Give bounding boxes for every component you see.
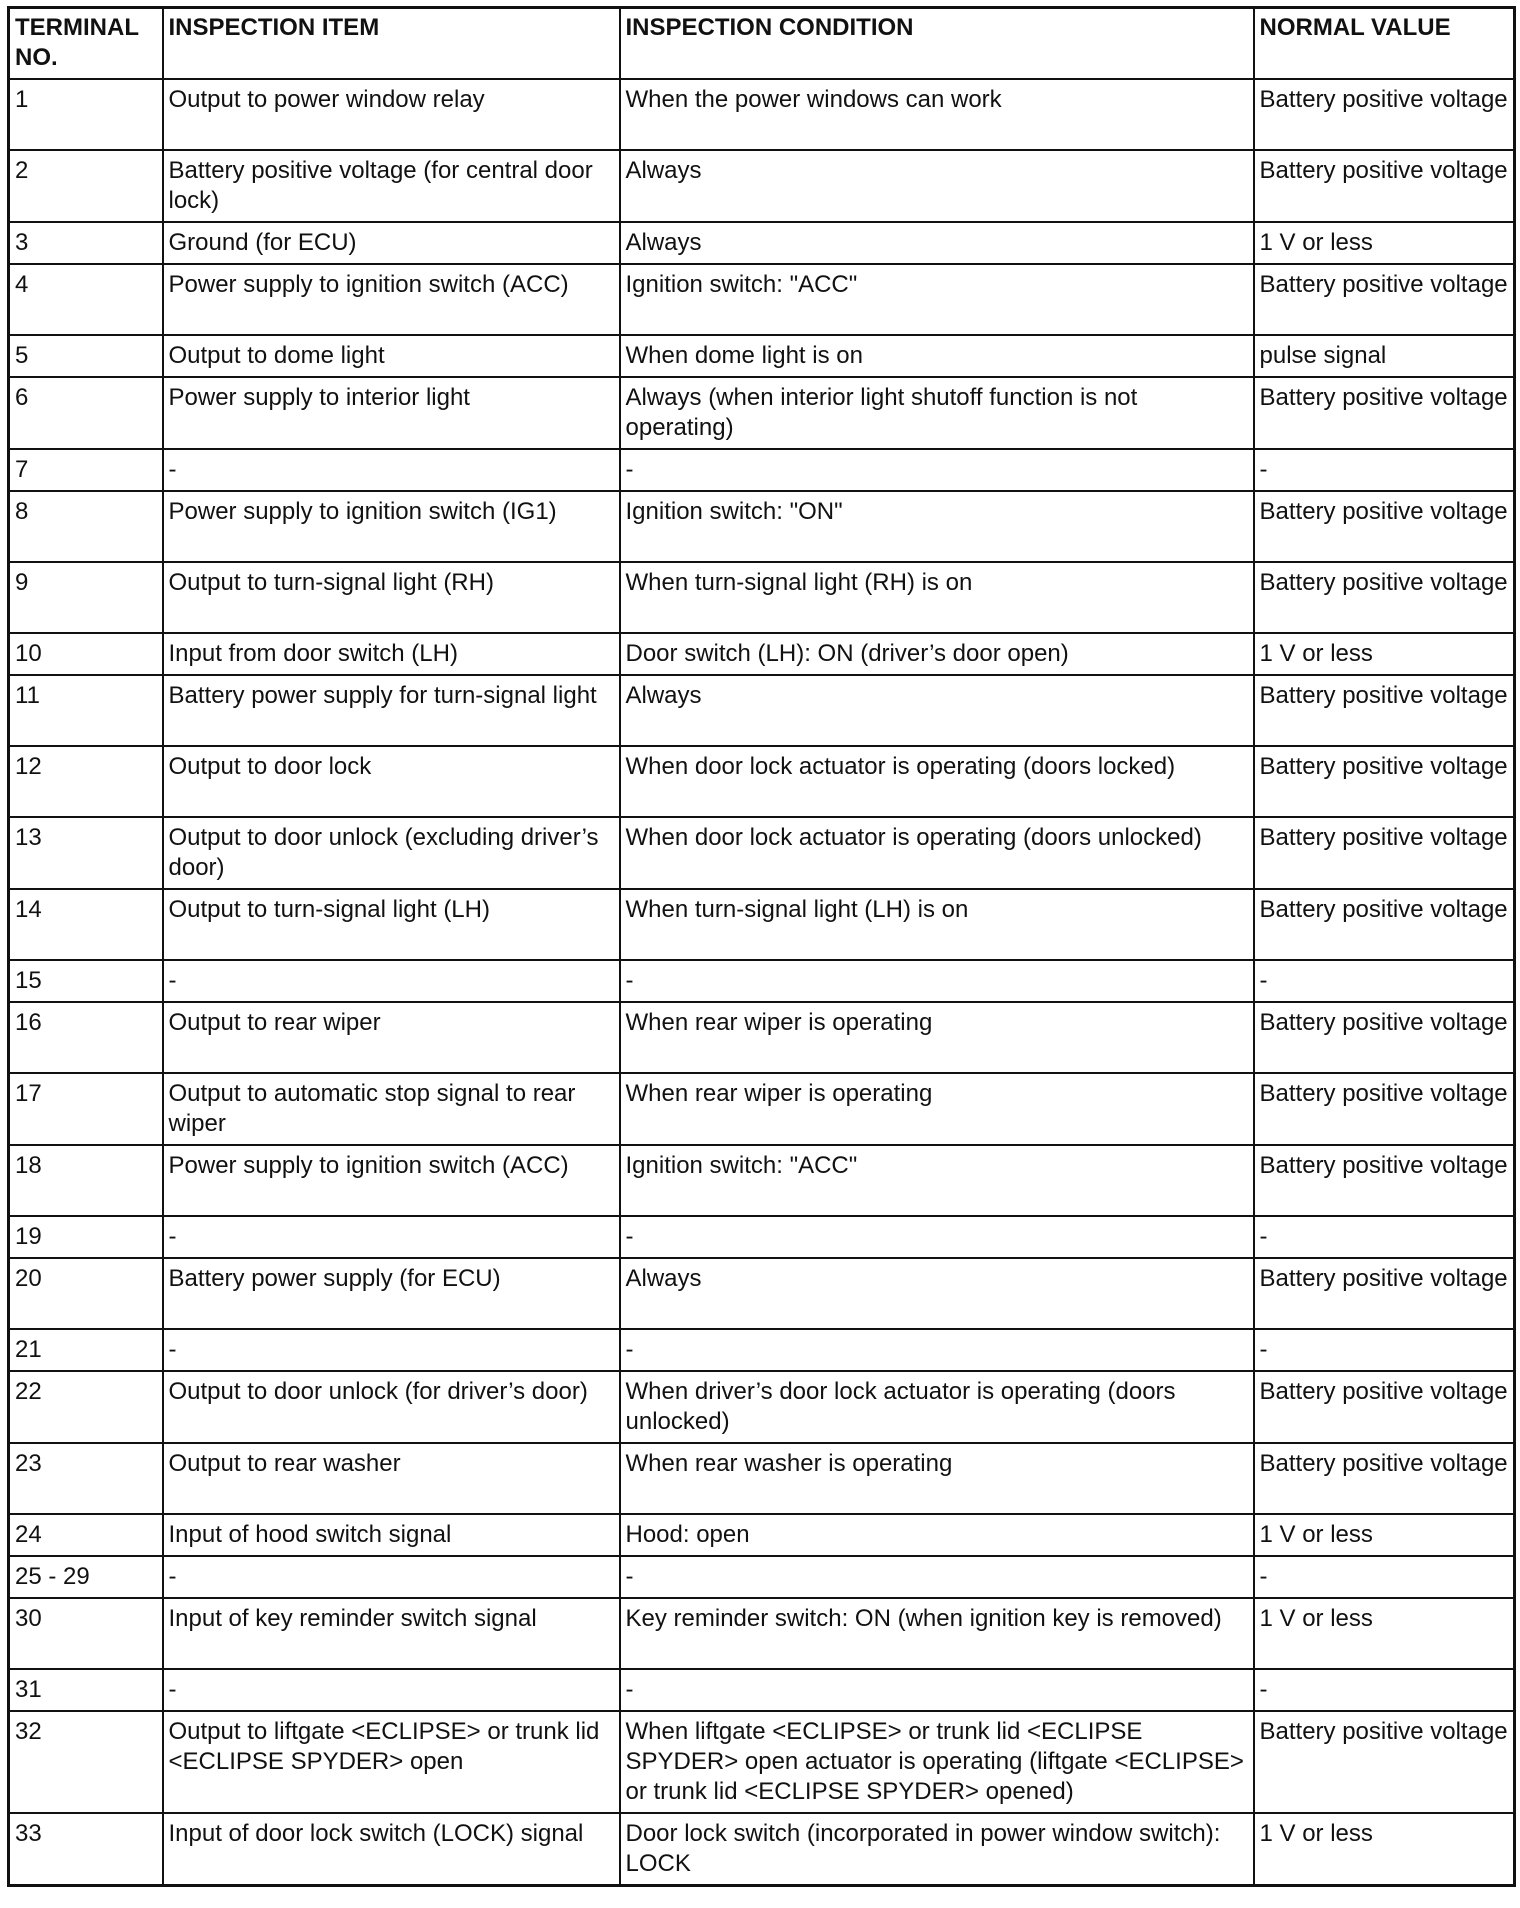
cell-normal-value: - bbox=[1254, 1329, 1515, 1371]
terminal-inspection-table-wrapper bbox=[7, 6, 1513, 1887]
header-inspection-condition: INSPECTION CONDITION bbox=[620, 8, 1254, 80]
cell-inspection-condition: When rear wiper is operating bbox=[620, 1002, 1254, 1073]
table-row bbox=[9, 79, 1515, 150]
cell-normal-value: Battery positive voltage bbox=[1254, 1711, 1515, 1813]
cell-terminal-no: 2 bbox=[9, 150, 163, 222]
cell-normal-value: Battery positive voltage bbox=[1254, 817, 1515, 889]
table-row bbox=[9, 1669, 1515, 1711]
cell-inspection-condition: Ignition switch: "ACC" bbox=[620, 1145, 1254, 1216]
cell-inspection-condition: When turn-signal light (RH) is on bbox=[620, 562, 1254, 633]
cell-terminal-no: 10 bbox=[9, 633, 163, 675]
cell-normal-value: 1 V or less bbox=[1254, 1514, 1515, 1556]
table-row bbox=[9, 960, 1515, 1002]
header-row bbox=[9, 8, 1515, 80]
cell-inspection-condition: - bbox=[620, 960, 1254, 1002]
cell-inspection-item: Output to power window relay bbox=[163, 79, 620, 150]
cell-inspection-item: Input of hood switch signal bbox=[163, 1514, 620, 1556]
cell-inspection-condition: Ignition switch: "ON" bbox=[620, 491, 1254, 562]
cell-inspection-item: - bbox=[163, 449, 620, 491]
table-row bbox=[9, 449, 1515, 491]
cell-terminal-no: 25 - 29 bbox=[9, 1556, 163, 1598]
table-row bbox=[9, 1443, 1515, 1514]
cell-inspection-condition: When the power windows can work bbox=[620, 79, 1254, 150]
cell-inspection-condition: When turn-signal light (LH) is on bbox=[620, 889, 1254, 960]
cell-terminal-no: 12 bbox=[9, 746, 163, 817]
table-row bbox=[9, 1145, 1515, 1216]
header-terminal-no: TERMINAL NO. bbox=[9, 8, 163, 80]
table-row bbox=[9, 1598, 1515, 1669]
cell-inspection-item: Output to rear washer bbox=[163, 1443, 620, 1514]
cell-normal-value: 1 V or less bbox=[1254, 633, 1515, 675]
cell-normal-value: Battery positive voltage bbox=[1254, 675, 1515, 746]
cell-inspection-condition: Door switch (LH): ON (driver’s door open) bbox=[620, 633, 1254, 675]
cell-normal-value: - bbox=[1254, 1669, 1515, 1711]
cell-inspection-condition: Door lock switch (incorporated in power window switch): LOCK bbox=[620, 1813, 1254, 1886]
cell-inspection-condition: When rear wiper is operating bbox=[620, 1073, 1254, 1145]
cell-normal-value: - bbox=[1254, 960, 1515, 1002]
table-row bbox=[9, 264, 1515, 335]
cell-inspection-condition: When door lock actuator is operating (doors unlocked) bbox=[620, 817, 1254, 889]
cell-inspection-condition: Hood: open bbox=[620, 1514, 1254, 1556]
cell-inspection-condition: Always bbox=[620, 150, 1254, 222]
cell-inspection-item: Output to automatic stop signal to rear wiper bbox=[163, 1073, 620, 1145]
cell-terminal-no: 4 bbox=[9, 264, 163, 335]
cell-inspection-item: Power supply to ignition switch (ACC) bbox=[163, 264, 620, 335]
cell-inspection-condition: When door lock actuator is operating (doors locked) bbox=[620, 746, 1254, 817]
cell-normal-value: pulse signal bbox=[1254, 335, 1515, 377]
cell-terminal-no: 9 bbox=[9, 562, 163, 633]
cell-normal-value: Battery positive voltage bbox=[1254, 1002, 1515, 1073]
table-row bbox=[9, 1711, 1515, 1813]
cell-normal-value: 1 V or less bbox=[1254, 1813, 1515, 1886]
cell-normal-value: Battery positive voltage bbox=[1254, 746, 1515, 817]
cell-terminal-no: 22 bbox=[9, 1371, 163, 1443]
cell-inspection-condition: Always bbox=[620, 1258, 1254, 1329]
cell-terminal-no: 1 bbox=[9, 79, 163, 150]
table-row bbox=[9, 491, 1515, 562]
cell-inspection-condition: When rear washer is operating bbox=[620, 1443, 1254, 1514]
cell-inspection-item: - bbox=[163, 1329, 620, 1371]
table-row bbox=[9, 1556, 1515, 1598]
cell-terminal-no: 23 bbox=[9, 1443, 163, 1514]
cell-inspection-condition: Ignition switch: "ACC" bbox=[620, 264, 1254, 335]
cell-terminal-no: 17 bbox=[9, 1073, 163, 1145]
table-row bbox=[9, 1258, 1515, 1329]
cell-normal-value: Battery positive voltage bbox=[1254, 1371, 1515, 1443]
cell-inspection-condition: Key reminder switch: ON (when ignition key is removed) bbox=[620, 1598, 1254, 1669]
cell-inspection-item: Output to door unlock (for driver’s door) bbox=[163, 1371, 620, 1443]
cell-terminal-no: 18 bbox=[9, 1145, 163, 1216]
cell-normal-value: - bbox=[1254, 1556, 1515, 1598]
cell-inspection-item: Battery power supply for turn-signal light bbox=[163, 675, 620, 746]
cell-terminal-no: 20 bbox=[9, 1258, 163, 1329]
cell-normal-value: Battery positive voltage bbox=[1254, 377, 1515, 449]
cell-normal-value: - bbox=[1254, 449, 1515, 491]
header-normal-value: NORMAL VALUE bbox=[1254, 8, 1515, 80]
cell-normal-value: Battery positive voltage bbox=[1254, 1258, 1515, 1329]
cell-normal-value: Battery positive voltage bbox=[1254, 1073, 1515, 1145]
cell-terminal-no: 31 bbox=[9, 1669, 163, 1711]
cell-inspection-item: Output to liftgate <ECLIPSE> or trunk lid <ECLIPSE SPYDER> open bbox=[163, 1711, 620, 1813]
table-body bbox=[9, 79, 1515, 1886]
cell-normal-value: Battery positive voltage bbox=[1254, 79, 1515, 150]
cell-inspection-item: Battery power supply (for ECU) bbox=[163, 1258, 620, 1329]
cell-inspection-item: Output to rear wiper bbox=[163, 1002, 620, 1073]
table-row bbox=[9, 1329, 1515, 1371]
table-row bbox=[9, 675, 1515, 746]
cell-inspection-item: Ground (for ECU) bbox=[163, 222, 620, 264]
cell-terminal-no: 7 bbox=[9, 449, 163, 491]
cell-inspection-item: Output to door unlock (excluding driver’s door) bbox=[163, 817, 620, 889]
table-row bbox=[9, 1371, 1515, 1443]
cell-inspection-item: Output to door lock bbox=[163, 746, 620, 817]
cell-terminal-no: 3 bbox=[9, 222, 163, 264]
cell-normal-value: Battery positive voltage bbox=[1254, 1145, 1515, 1216]
table-row bbox=[9, 335, 1515, 377]
cell-terminal-no: 15 bbox=[9, 960, 163, 1002]
cell-inspection-condition: Always bbox=[620, 222, 1254, 264]
table-row bbox=[9, 562, 1515, 633]
cell-normal-value: Battery positive voltage bbox=[1254, 1443, 1515, 1514]
cell-terminal-no: 32 bbox=[9, 1711, 163, 1813]
table-row bbox=[9, 1216, 1515, 1258]
table-row bbox=[9, 889, 1515, 960]
table-row bbox=[9, 1002, 1515, 1073]
cell-terminal-no: 21 bbox=[9, 1329, 163, 1371]
cell-terminal-no: 11 bbox=[9, 675, 163, 746]
cell-inspection-condition: When dome light is on bbox=[620, 335, 1254, 377]
cell-terminal-no: 19 bbox=[9, 1216, 163, 1258]
table-row bbox=[9, 377, 1515, 449]
cell-inspection-condition: Always (when interior light shutoff function is not operating) bbox=[620, 377, 1254, 449]
cell-normal-value: Battery positive voltage bbox=[1254, 889, 1515, 960]
cell-inspection-item: - bbox=[163, 1669, 620, 1711]
cell-inspection-condition: - bbox=[620, 1669, 1254, 1711]
cell-inspection-item: Power supply to ignition switch (ACC) bbox=[163, 1145, 620, 1216]
table-row bbox=[9, 1514, 1515, 1556]
terminal-inspection-table bbox=[7, 6, 1516, 1887]
cell-normal-value: Battery positive voltage bbox=[1254, 150, 1515, 222]
cell-normal-value: Battery positive voltage bbox=[1254, 264, 1515, 335]
cell-inspection-item: Output to turn-signal light (LH) bbox=[163, 889, 620, 960]
table-row bbox=[9, 1813, 1515, 1886]
cell-terminal-no: 30 bbox=[9, 1598, 163, 1669]
cell-inspection-item: Power supply to ignition switch (IG1) bbox=[163, 491, 620, 562]
table-row bbox=[9, 633, 1515, 675]
cell-inspection-item: Battery positive voltage (for central door lock) bbox=[163, 150, 620, 222]
table-row bbox=[9, 1073, 1515, 1145]
cell-inspection-item: - bbox=[163, 960, 620, 1002]
cell-normal-value: - bbox=[1254, 1216, 1515, 1258]
cell-inspection-condition: - bbox=[620, 1329, 1254, 1371]
table-row bbox=[9, 746, 1515, 817]
table-row bbox=[9, 817, 1515, 889]
cell-inspection-item: Power supply to interior light bbox=[163, 377, 620, 449]
cell-inspection-condition: Always bbox=[620, 675, 1254, 746]
header-inspection-item: INSPECTION ITEM bbox=[163, 8, 620, 80]
table-row bbox=[9, 150, 1515, 222]
cell-inspection-condition: - bbox=[620, 1556, 1254, 1598]
cell-terminal-no: 5 bbox=[9, 335, 163, 377]
cell-inspection-item: Input from door switch (LH) bbox=[163, 633, 620, 675]
cell-inspection-item: - bbox=[163, 1556, 620, 1598]
cell-terminal-no: 16 bbox=[9, 1002, 163, 1073]
cell-inspection-item: Input of door lock switch (LOCK) signal bbox=[163, 1813, 620, 1886]
cell-inspection-item: Output to dome light bbox=[163, 335, 620, 377]
cell-terminal-no: 14 bbox=[9, 889, 163, 960]
cell-terminal-no: 8 bbox=[9, 491, 163, 562]
cell-normal-value: Battery positive voltage bbox=[1254, 491, 1515, 562]
cell-terminal-no: 33 bbox=[9, 1813, 163, 1886]
cell-normal-value: Battery positive voltage bbox=[1254, 562, 1515, 633]
cell-terminal-no: 13 bbox=[9, 817, 163, 889]
cell-inspection-condition: When driver’s door lock actuator is operating (doors unlocked) bbox=[620, 1371, 1254, 1443]
cell-terminal-no: 6 bbox=[9, 377, 163, 449]
cell-inspection-item: Output to turn-signal light (RH) bbox=[163, 562, 620, 633]
cell-inspection-item: - bbox=[163, 1216, 620, 1258]
cell-normal-value: 1 V or less bbox=[1254, 222, 1515, 264]
table-row bbox=[9, 222, 1515, 264]
cell-inspection-item: Input of key reminder switch signal bbox=[163, 1598, 620, 1669]
cell-inspection-condition: When liftgate <ECLIPSE> or trunk lid <ECLIPSE SPYDER> open actuator is operating (liftgate <ECLIPSE> or trunk lid <ECLIPSE SPYDER> opened) bbox=[620, 1711, 1254, 1813]
cell-normal-value: 1 V or less bbox=[1254, 1598, 1515, 1669]
cell-inspection-condition: - bbox=[620, 449, 1254, 491]
cell-inspection-condition: - bbox=[620, 1216, 1254, 1258]
cell-terminal-no: 24 bbox=[9, 1514, 163, 1556]
table-header bbox=[9, 8, 1515, 80]
